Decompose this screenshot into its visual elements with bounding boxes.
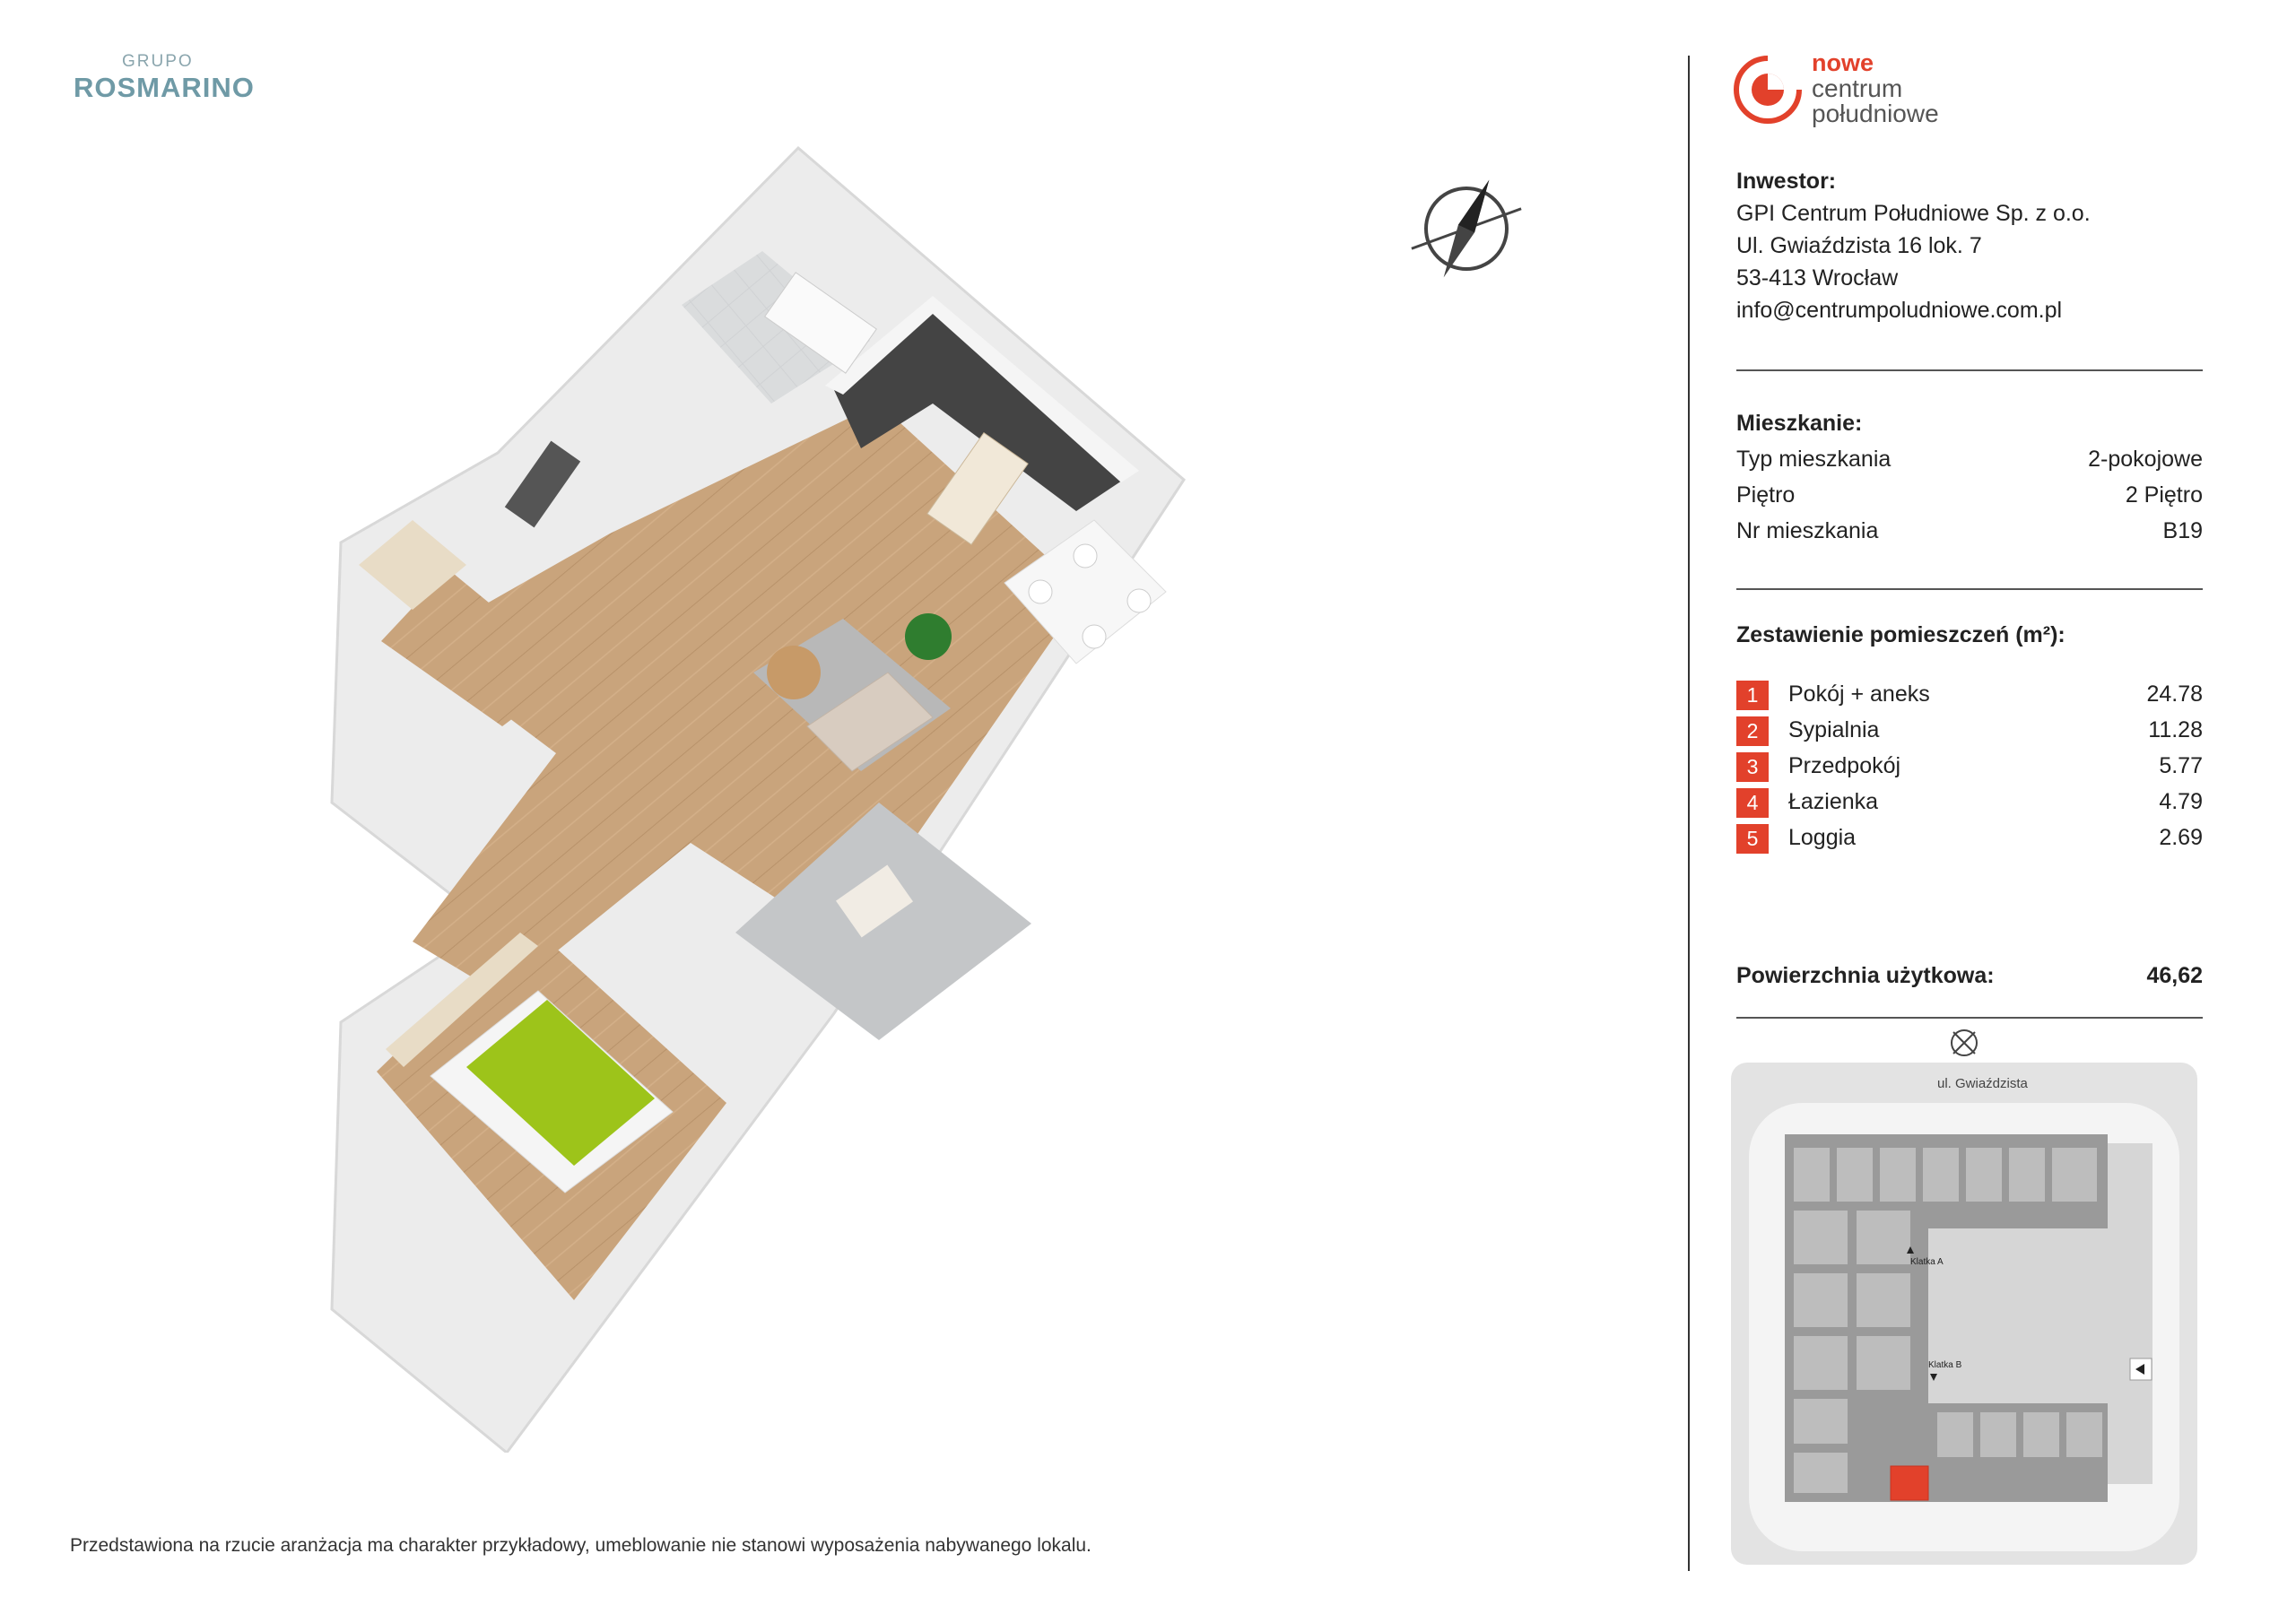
room-row <box>1736 681 2203 708</box>
investor-company: GPI Centrum Południowe Sp. z o.o. <box>1736 201 2091 226</box>
apartment-floor-label: Piętro <box>1736 482 1796 508</box>
room-name: Przedpokój <box>1788 753 1901 778</box>
apartment-type-row <box>1736 447 2203 473</box>
room-row <box>1736 825 2203 852</box>
room-number-badge: 1 <box>1736 681 1769 710</box>
highlighted-apartment <box>1891 1466 1928 1500</box>
usable-area-label: Powierzchnia użytkowa: <box>1736 963 1995 988</box>
disclaimer-text: Przedstawiona na rzucie aranżacja ma charakter przykładowy, umeblowanie nie stanowi wyposażenia nabywanego lokalu. <box>70 1535 1091 1556</box>
vertical-divider <box>1688 56 1690 1571</box>
site-street-label: ul. Gwiaździsta <box>1937 1076 2028 1091</box>
room-area: 11.28 <box>2148 717 2203 742</box>
nowe-centrum-poludniowe-logo <box>1731 49 1982 130</box>
ncp-logo-line2: centrum <box>1812 74 1903 102</box>
apartment-number-value: B19 <box>2162 518 2203 543</box>
room-area: 4.79 <box>2159 789 2203 814</box>
building-site-plan <box>1731 1027 2197 1565</box>
grupo-rosmarino-logo <box>74 52 271 106</box>
apartment-floor-value: 2 Piętro <box>2125 482 2203 508</box>
apartment-floor-plan <box>305 135 1543 1453</box>
room-row <box>1736 753 2203 780</box>
apartment-type-value: 2-pokojowe <box>2088 447 2203 472</box>
investor-street: Ul. Gwiaździsta 16 lok. 7 <box>1736 233 1982 258</box>
room-area: 2.69 <box>2159 825 2203 850</box>
room-name: Pokój + aneks <box>1788 681 1930 707</box>
separator-line <box>1736 1017 2203 1019</box>
room-name: Loggia <box>1788 825 1857 850</box>
room-name: Łazienka <box>1788 789 1879 814</box>
compass-icon <box>1408 170 1525 287</box>
usable-area-value: 46,62 <box>2146 963 2203 988</box>
site-compass-icon <box>1952 1030 1977 1055</box>
investor-email[interactable]: info@centrumpoludniowe.com.pl <box>1736 298 2063 323</box>
separator-line <box>1736 588 2203 590</box>
ncp-logo-icon <box>1731 53 1805 126</box>
stair-a-label: Klatka A <box>1910 1257 1944 1267</box>
brand-top-text: GRUPO <box>122 52 194 71</box>
room-number-badge: 4 <box>1736 788 1769 818</box>
apartment-number-row <box>1736 518 2203 544</box>
brand-name-text: ROSMARINO <box>74 72 255 103</box>
room-row <box>1736 717 2203 744</box>
ncp-logo-line1: nowe <box>1812 49 1874 76</box>
room-name: Sypialnia <box>1788 717 1880 742</box>
room-number-badge: 3 <box>1736 752 1769 782</box>
room-area: 24.78 <box>2146 681 2203 707</box>
room-row <box>1736 789 2203 816</box>
rooms-heading: Zestawienie pomieszczeń (m²): <box>1736 622 2066 647</box>
stair-b-label: Klatka B <box>1928 1360 1962 1370</box>
investor-heading: Inwestor: <box>1736 169 1837 194</box>
apartment-number-label: Nr mieszkania <box>1736 518 1879 543</box>
room-number-badge: 2 <box>1736 716 1769 746</box>
room-area: 5.77 <box>2159 753 2203 778</box>
separator-line <box>1736 369 2203 371</box>
coffee-table <box>767 646 821 699</box>
ncp-logo-line3: południowe <box>1812 100 1939 127</box>
plant <box>905 613 952 660</box>
investor-city: 53-413 Wrocław <box>1736 265 1899 291</box>
usable-area-row <box>1736 963 2203 989</box>
apartment-type-label: Typ mieszkania <box>1736 447 1892 472</box>
apartment-floor-row <box>1736 482 2203 508</box>
room-number-badge: 5 <box>1736 824 1769 854</box>
apartment-heading: Mieszkanie: <box>1736 411 1863 436</box>
